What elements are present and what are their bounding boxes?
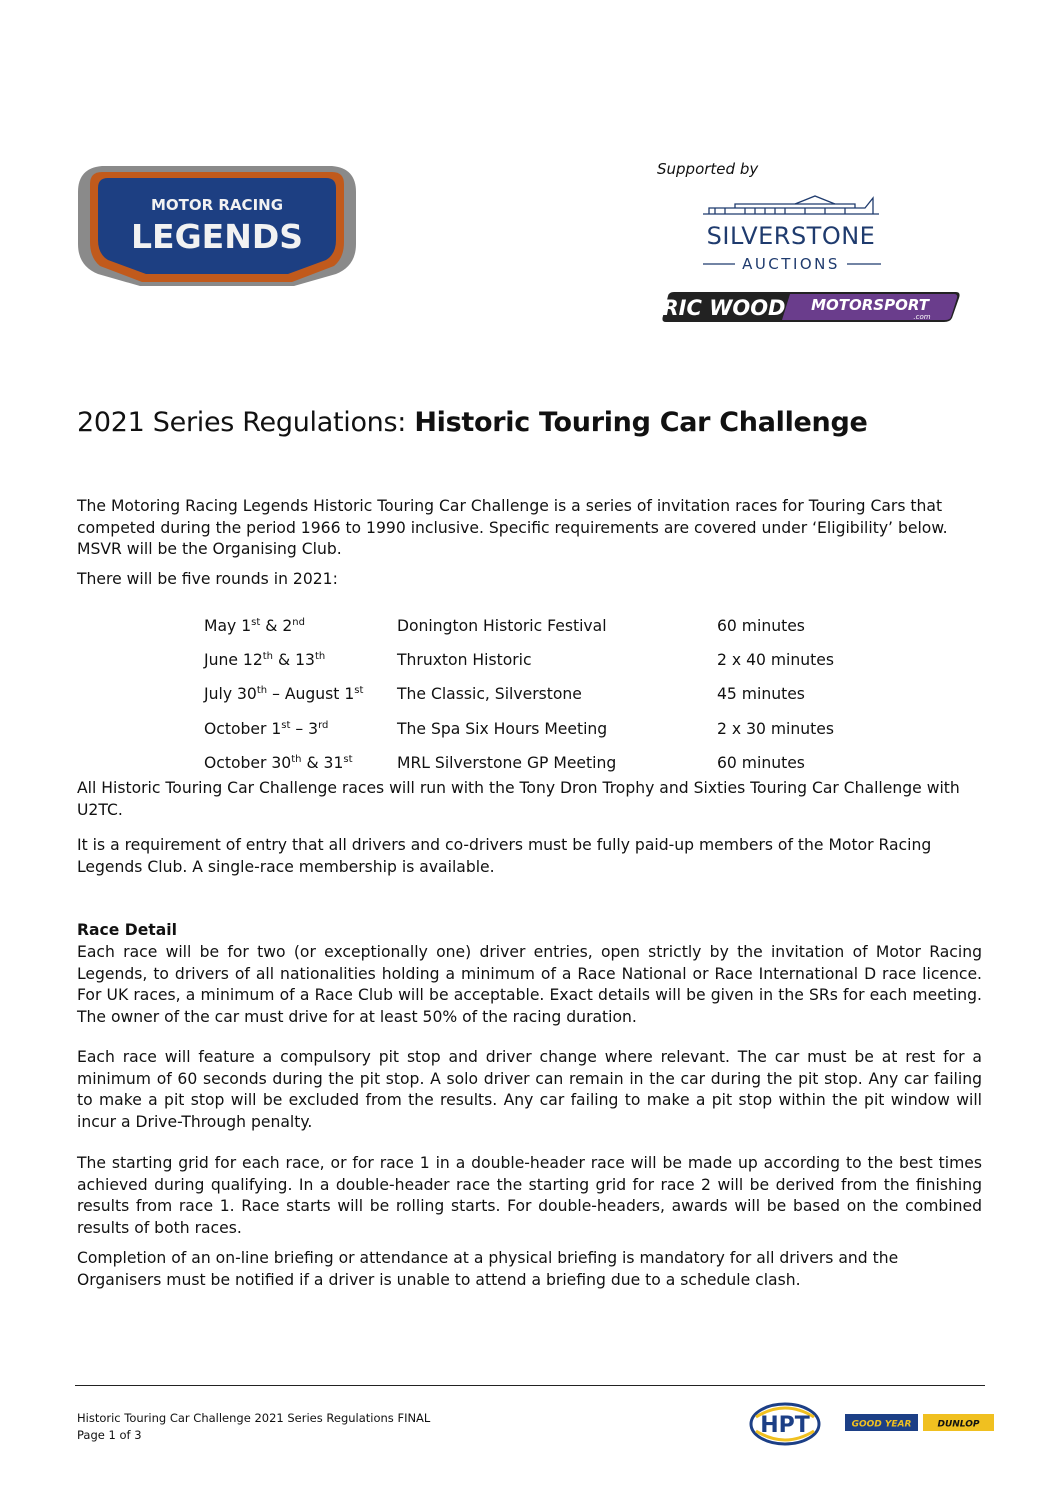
- table-row: [204, 643, 904, 677]
- ricwood-logo-left: RIC WOOD: [662, 296, 786, 320]
- ricwood-logo-suffix: .com: [913, 313, 931, 321]
- ric-wood-motorsport-logo: [660, 290, 962, 324]
- goodyear-logo-text: GOOD YEAR: [851, 1419, 912, 1430]
- round-event: Thruxton Historic: [397, 651, 532, 670]
- membership-paragraph: It is a requirement of entry that all drivers and co-drivers must be fully paid-up members of the Motor Racing Legends Club. A single-race membership is available.: [77, 836, 932, 876]
- round-event: The Classic, Silverstone: [397, 685, 582, 704]
- title-prefix: 2021 Series Regulations:: [77, 407, 415, 438]
- intro-paragraph: The Motoring Racing Legends Historic Touring Car Challenge is a series of invitation races for Touring Cars that competed during the period 1966 to 1990 inclusive. Specific requirements are covered under ‘Eligibility’ below. MSVR will be the Organising Club.: [77, 497, 948, 558]
- race-detail-paragraph: Each race will feature a compulsory pit stop and driver change where relevant. The car must be at rest for a minimum of 60 seconds during the pit stop. A solo driver can remain in the car during the pit stop. Any car failing to make a pit stop will be excluded from the results. Any car failing to make a pit stop within the pit window will incur a Drive-Through penalty.: [77, 1048, 982, 1131]
- round-duration: 2 x 30 minutes: [717, 719, 834, 738]
- rounds-intro: There will be five rounds in 2021:: [77, 570, 338, 588]
- footer-page-number: Page 1 of 3: [77, 1428, 142, 1442]
- hpt-logo: [748, 1401, 822, 1447]
- round-date: July 30th – August 1st: [204, 685, 364, 704]
- rounds-table: [204, 609, 904, 780]
- round-duration: 2 x 40 minutes: [717, 651, 834, 670]
- round-date: October 30th & 31st: [204, 753, 353, 772]
- round-event: MRL Silverstone GP Meeting: [397, 753, 617, 772]
- race-detail-paragraph: Completion of an on-line briefing or attendance at a physical briefing is mandatory for all drivers and the Organisers must be notified if a driver is unable to attend a briefing due to a schedule clash.: [77, 1249, 899, 1289]
- dunlop-logo: [923, 1414, 994, 1431]
- footer-text: [77, 1410, 430, 1444]
- silverstone-logo-sub: AUCTIONS: [742, 255, 840, 273]
- supported-by-label: Supported by: [657, 160, 759, 178]
- round-duration: 60 minutes: [717, 617, 805, 636]
- hpt-logo-text: HPT: [760, 1413, 810, 1438]
- motor-racing-legends-logo: [72, 162, 362, 287]
- footer-divider: [75, 1385, 985, 1386]
- goodyear-logo: [845, 1414, 918, 1431]
- table-row: [204, 677, 904, 711]
- title-bold: Historic Touring Car Challenge: [414, 407, 868, 438]
- ricwood-logo-right: MOTORSPORT: [811, 296, 929, 314]
- table-row: [204, 746, 904, 780]
- race-detail-heading: Race Detail: [77, 921, 177, 939]
- run-with-paragraph: All Historic Touring Car Challenge races will run with the Tony Dron Trophy and Sixties Touring Car Challenge with U2TC.: [77, 779, 960, 819]
- table-row: [204, 609, 904, 643]
- race-detail-paragraph: Each race will be for two (or exceptionally one) driver entries, open strictly by the invitation of Motor Racing Legends, to drivers of all nationalities holding a minimum of a Race National or Race International D race licence. For UK races, a minimum of a Race Club will be acceptable. Exact details will be given in the SRs for each meeting. The owner of the car must drive for at least 50% of the racing duration.: [77, 943, 982, 1026]
- silverstone-logo-main: SILVERSTONE: [706, 222, 876, 250]
- silverstone-auctions-logo: [695, 192, 887, 274]
- round-event: The Spa Six Hours Meeting: [397, 719, 608, 738]
- race-detail-paragraph: The starting grid for each race, or for race 1 in a double-header race will be made up according to the best times achieved during qualifying. In a double-header race the starting grid for race 2 will be derived from the finishing results from race 1. Race starts will be rolling starts. For double-headers, awards will be based on the combined results of both races.: [77, 1154, 982, 1237]
- round-date: May 1st & 2nd: [204, 617, 305, 636]
- round-date: October 1st – 3rd: [204, 719, 329, 738]
- table-row: [204, 712, 904, 746]
- mrl-logo-main-text: LEGENDS: [131, 217, 303, 256]
- dunlop-logo-text: DUNLOP: [937, 1419, 980, 1430]
- page-title: [77, 407, 868, 438]
- footer-doc-name: Historic Touring Car Challenge 2021 Series Regulations FINAL: [77, 1411, 431, 1425]
- round-duration: 60 minutes: [717, 753, 805, 772]
- round-event: Donington Historic Festival: [397, 617, 607, 636]
- mrl-logo-top-text: MOTOR RACING: [150, 196, 284, 214]
- round-date: June 12th & 13th: [204, 651, 326, 670]
- round-duration: 45 minutes: [717, 685, 805, 704]
